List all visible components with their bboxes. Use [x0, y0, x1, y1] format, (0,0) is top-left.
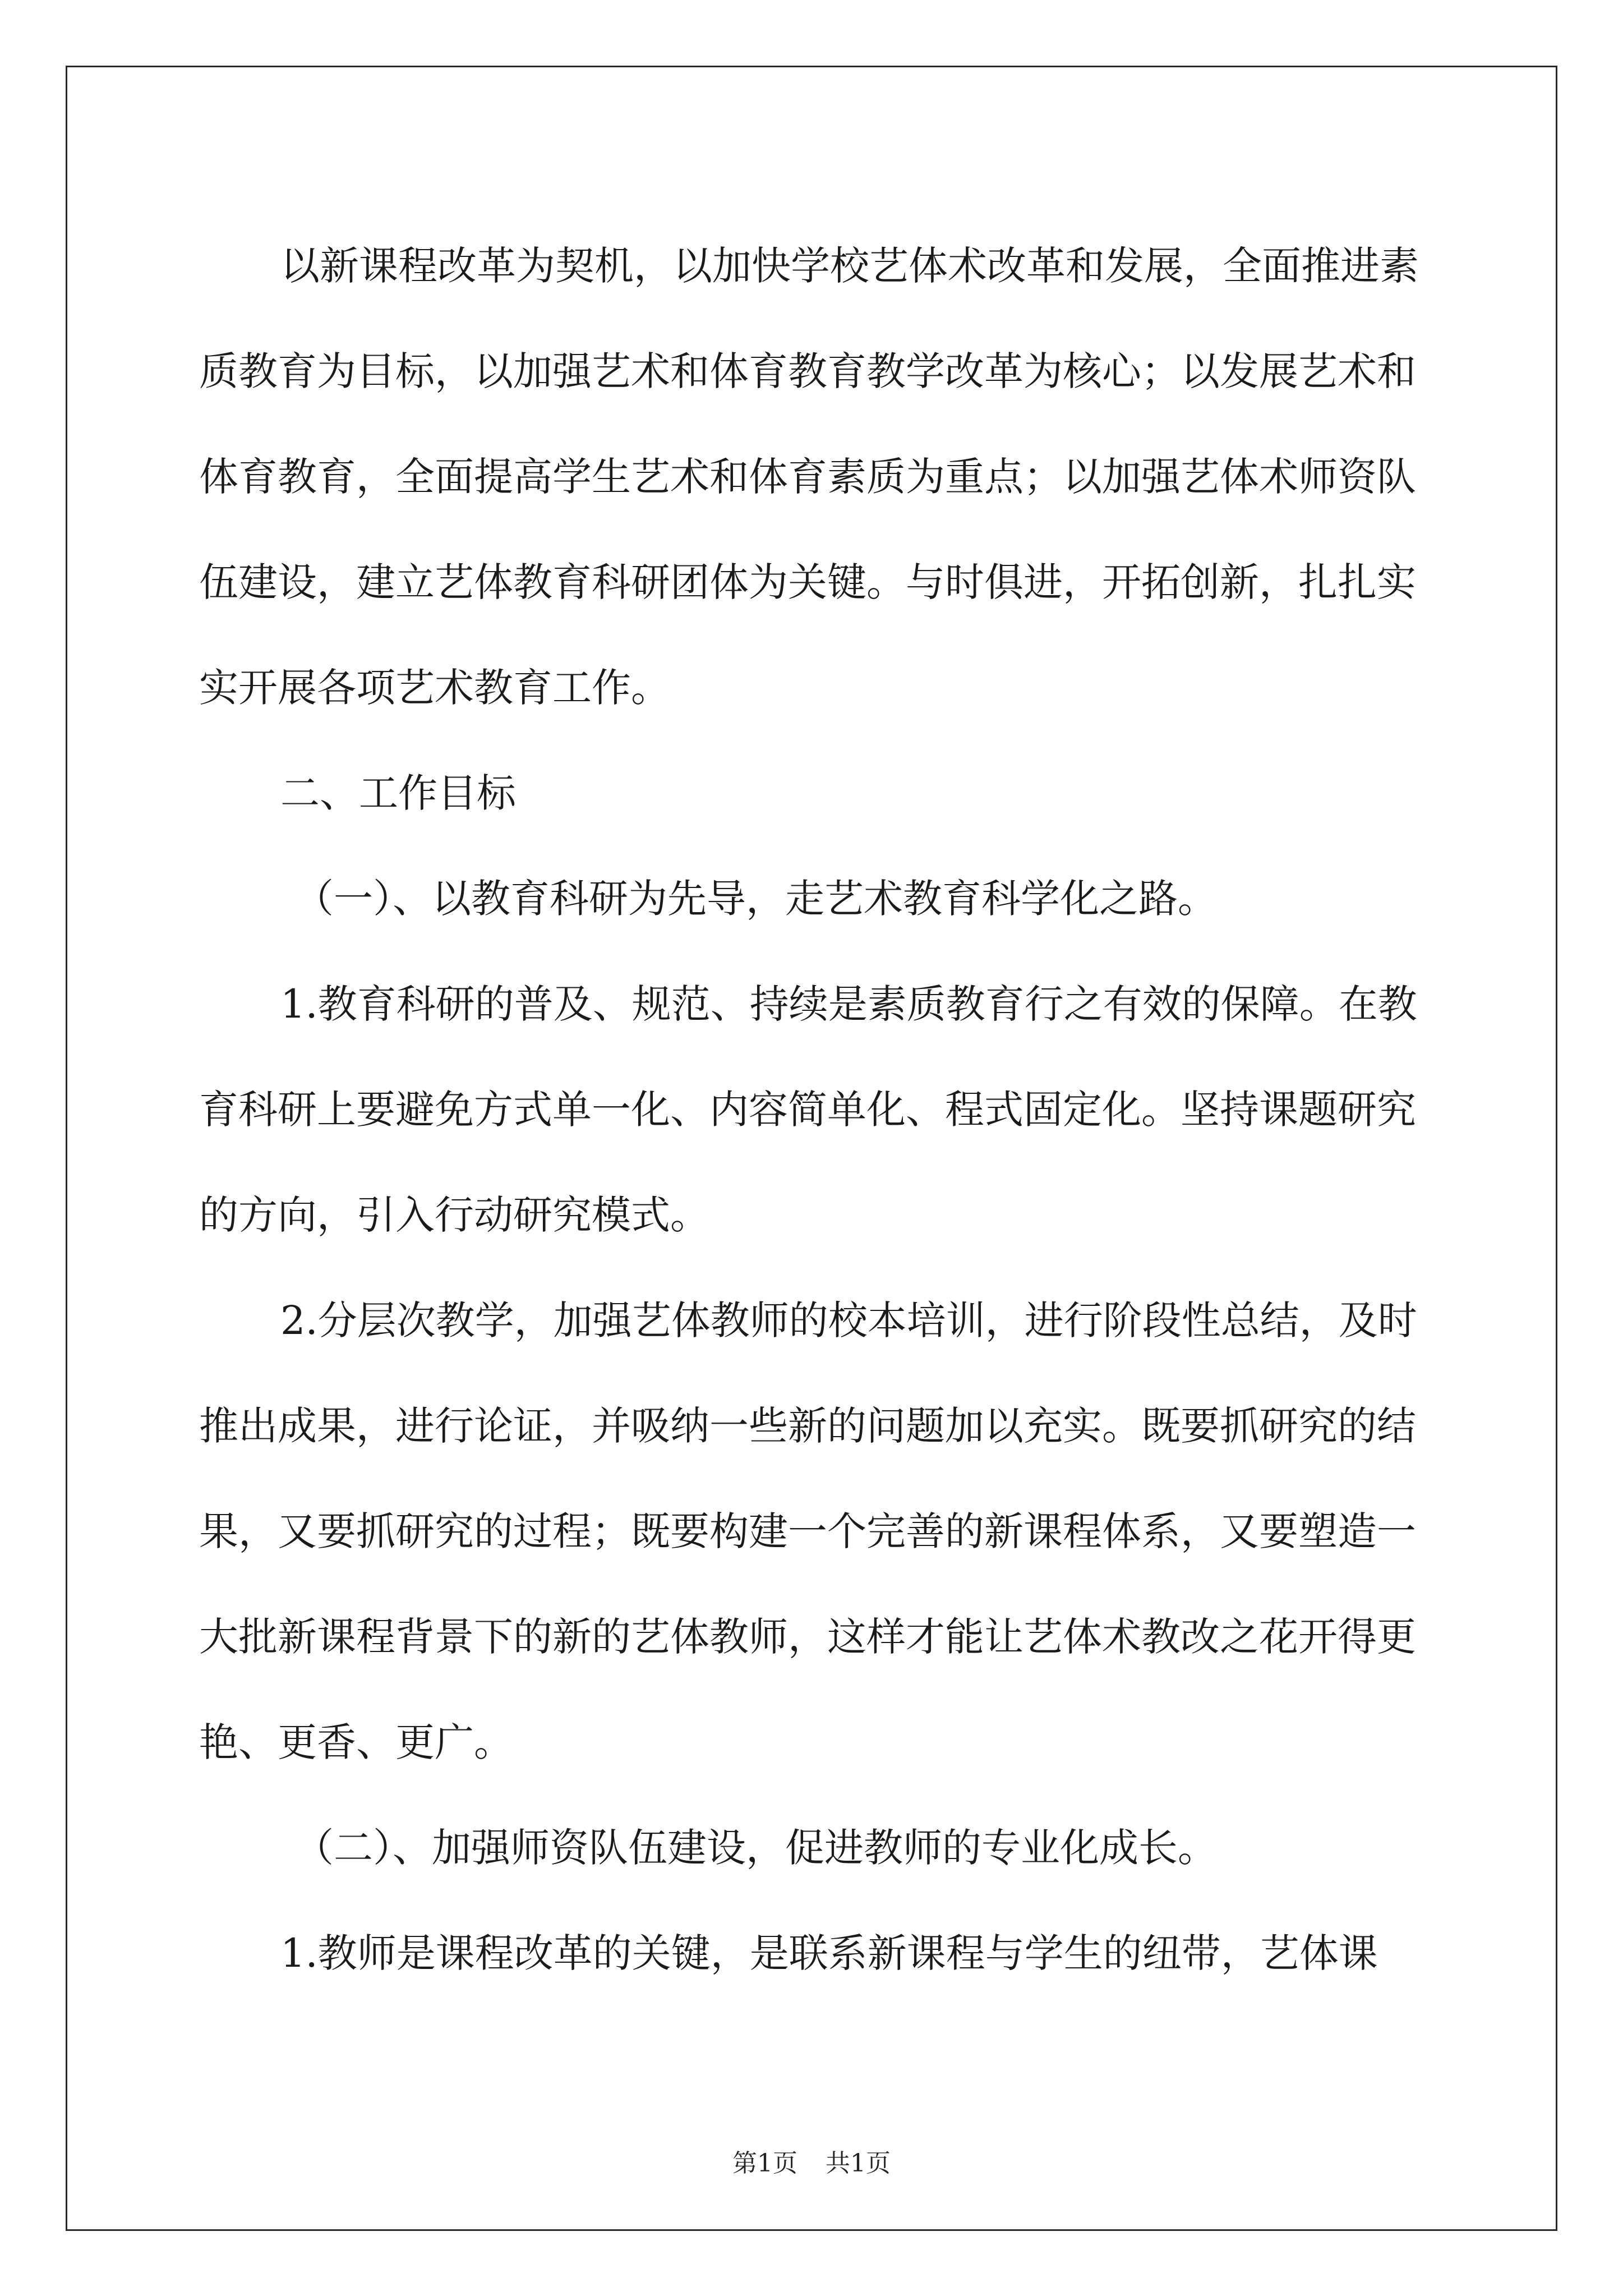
paragraph-item-1-2: 2.分层次教学，加强艺体教师的校本培训，进行阶段性总结，及时推出成果，进行论证，并吸纳一些新的问题加以充实。既要抓研究的结果，又要抓研究的过程；既要构建一个完善的新课程体系，又要塑造一大批新课程背景下的新的艺体教师，这样才能让艺体术教改之花开得更艳、更香、更广。	[199, 1297, 1417, 1765]
subsection-heading-2: （二）、加强师资队伍建设，促进教师的专业化成长。	[294, 1825, 1217, 1871]
paragraph-intro: 以新课程改革为契机，以加快学校艺体术改革和发展，全面推进素质教育为目标，以加强艺术和体育教育教学改革为核心；以发展艺术和体育教育，全面提高学生艺术和体育素质为重点；以加强艺体术师资队伍建设，建立艺体教育科研团体为关键。与时俱进，开拓创新，扎扎实实开展各项艺术教育工作。	[199, 243, 1419, 711]
paragraph-item-1-1: 1.教育科研的普及、规范、持续是素质教育行之有效的保障。在教育科研上要避免方式单一化、内容简单化、程式固定化。坚持课题研究的方向，引入行动研究模式。	[199, 981, 1417, 1238]
page-number-total: 共1页	[826, 2149, 891, 2178]
subsection-heading-1: （一）、以教育科研为先导，走艺术教育科学化之路。	[294, 876, 1217, 922]
page-number-current: 第1页	[732, 2149, 797, 2178]
section-heading-work-goals: 二、工作目标	[280, 770, 516, 816]
paragraph-item-2-1: 1.教师是课程改革的关键，是联系新课程与学生的纽带，艺体课	[280, 1930, 1378, 1976]
page-footer	[0, 2143, 1623, 2179]
document-body	[199, 213, 1433, 2006]
